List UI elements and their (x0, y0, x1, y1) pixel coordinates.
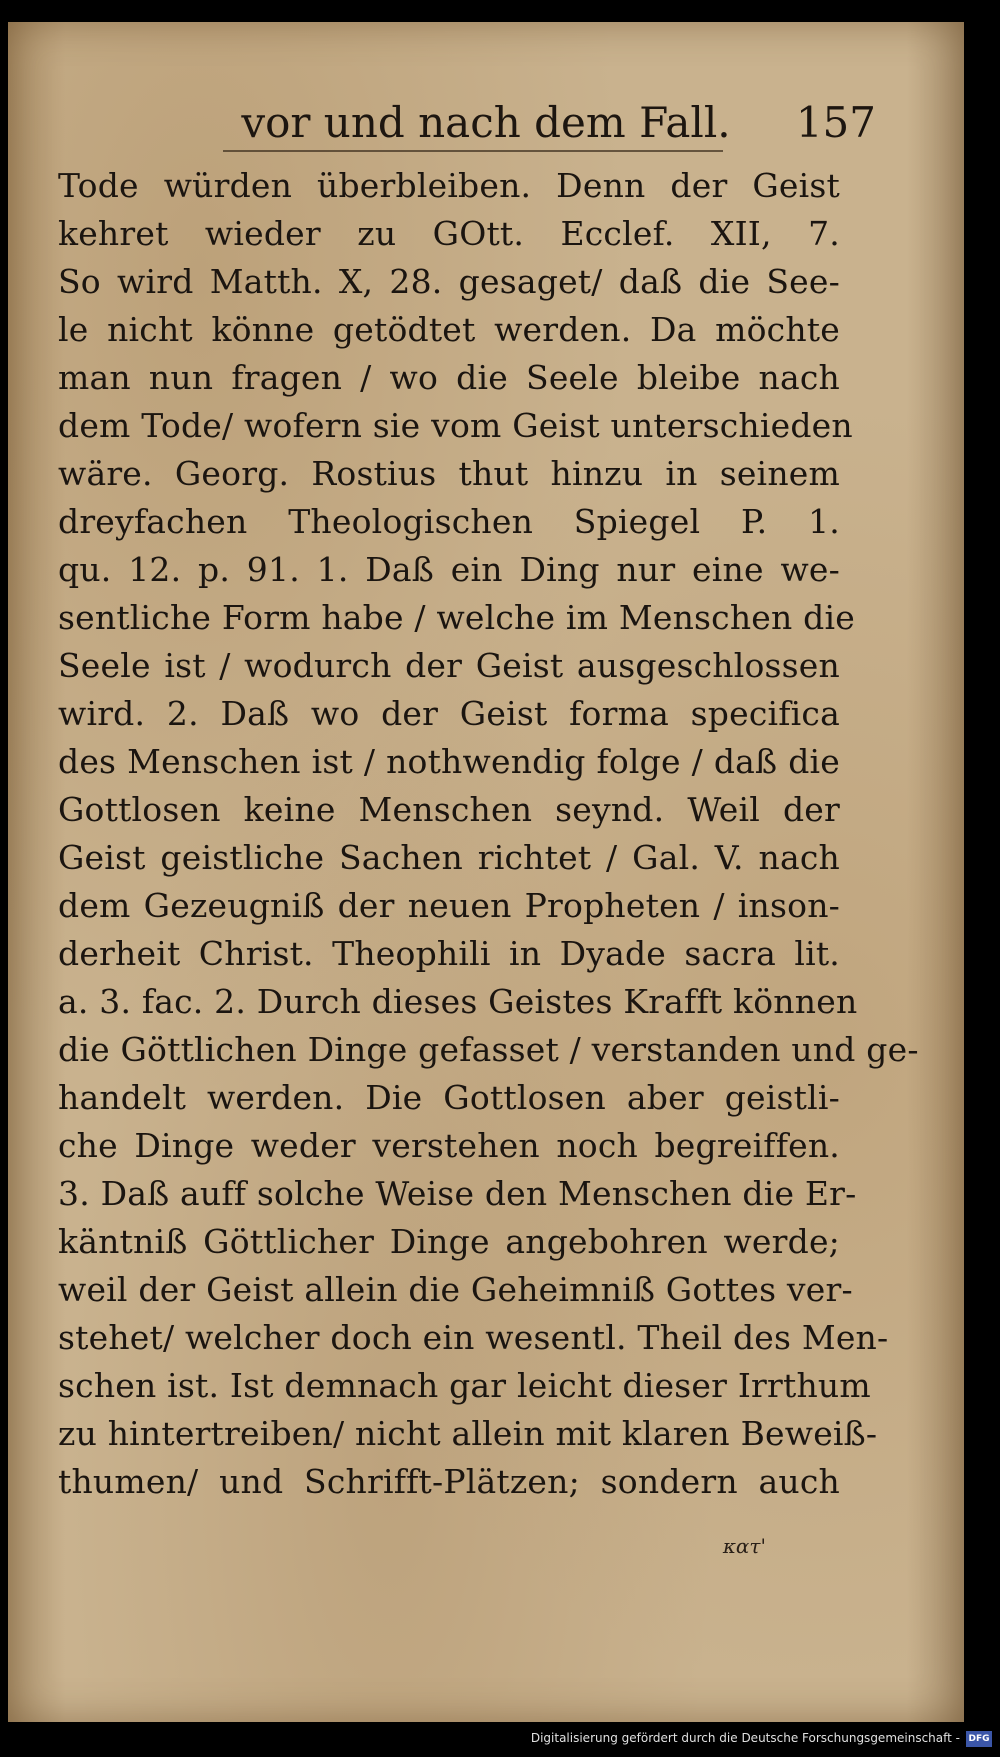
text-line: weil der Geist allein die Geheimniß Gottes ver- (58, 1270, 853, 1309)
text-line: käntniß Göttlicher Dinge angebohren werde; (58, 1222, 840, 1261)
text-line: Seele ist / wodurch der Geist ausgeschlossen (58, 646, 840, 685)
text-line: des Menschen ist / nothwendig folge / daß die (58, 742, 840, 781)
running-title: vor und nach dem Fall. (241, 98, 731, 147)
text-line: kehret wieder zu GOtt. Ecclef. XII, 7. (58, 214, 840, 253)
text-line: Geist geistliche Sachen richtet / Gal. V. nach (58, 838, 840, 877)
text-line: sentliche Form habe / welche im Menschen die (58, 598, 855, 637)
text-line: handelt werden. Die Gottlosen aber geistli- (58, 1078, 840, 1117)
text-line: derheit Christ. Theophili in Dyade sacra lit. (58, 934, 840, 973)
text-line: So wird Matth. X, 28. gesaget/ daß die See- (58, 262, 840, 301)
text-line: die Göttlichen Dinge gefasset / verstanden und ge- (58, 1030, 919, 1069)
text-line: che Dinge weder verstehen noch begreiffen. (58, 1126, 840, 1165)
text-line: zu hintertreiben/ nicht allein mit klaren Beweiß- (58, 1414, 878, 1453)
text-line: thumen/ und Schrifft-Plätzen; sondern auch (58, 1462, 840, 1501)
catchword: κατ' (722, 1534, 766, 1558)
text-line: wäre. Georg. Rostius thut hinzu in seinem (58, 454, 840, 493)
text-line: dem Gezeugniß der neuen Propheten / inson- (58, 886, 840, 925)
text-line: Tode würden überbleiben. Denn der Geist (58, 166, 840, 205)
text-line: stehet/ welcher doch ein wesentl. Theil des Men- (58, 1318, 889, 1357)
footer-bar (0, 1722, 1000, 1757)
text-line: dreyfachen Theologischen Spiegel P. 1. (58, 502, 840, 541)
book-page (8, 22, 964, 1722)
text-line: wird. 2. Daß wo der Geist forma specifica (58, 694, 840, 733)
text-line: man nun fragen / wo die Seele bleibe nach (58, 358, 840, 397)
text-line: 3. Daß auff solche Weise den Menschen die Er- (58, 1174, 857, 1213)
page-header (48, 94, 924, 152)
text-line: dem Tode/ wofern sie vom Geist unterschieden (58, 406, 853, 445)
page-number: 157 (795, 98, 876, 147)
body-text (58, 162, 919, 1506)
text-line: a. 3. fac. 2. Durch dieses Geistes Krafft können (58, 982, 858, 1021)
dfg-logo-icon: DFG (966, 1731, 992, 1747)
text-line: qu. 12. p. 91. 1. Daß ein Ding nur eine we- (58, 550, 840, 589)
header-rule (223, 150, 723, 152)
text-line: Gottlosen keine Menschen seynd. Weil der (58, 790, 840, 829)
footer-credit: Digitalisierung gefördert durch die Deutsche Forschungsgemeinschaft - (530, 1731, 960, 1745)
text-line: schen ist. Ist demnach gar leicht dieser Irrthum (58, 1366, 871, 1405)
text-line: le nicht könne getödtet werden. Da möchte (58, 310, 840, 349)
